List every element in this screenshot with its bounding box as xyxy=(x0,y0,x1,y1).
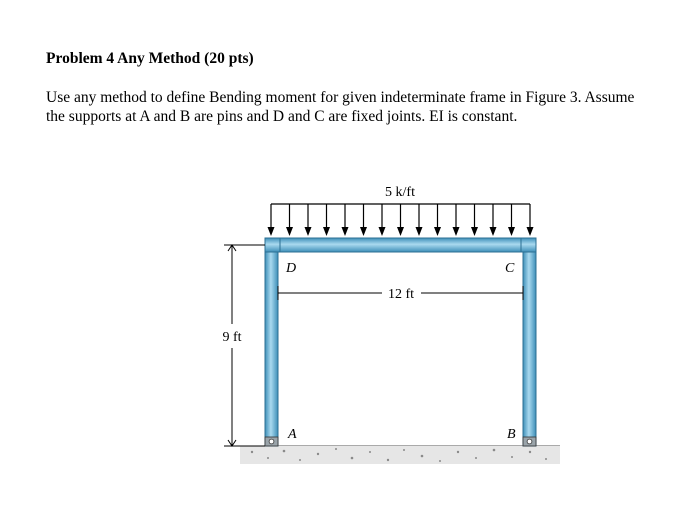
load-arrow-head xyxy=(471,227,478,236)
load-arrows xyxy=(268,204,534,236)
load-arrow-head xyxy=(360,227,367,236)
load-arrow-head xyxy=(453,227,460,236)
joint-d-label: D xyxy=(286,261,297,276)
ground xyxy=(230,446,560,464)
span-label: 12 ft xyxy=(387,287,415,302)
load-arrow-head xyxy=(342,227,349,236)
load-arrow-head xyxy=(490,227,497,236)
support-b xyxy=(523,437,536,446)
beam xyxy=(265,238,536,252)
load-arrow-head xyxy=(286,227,293,236)
support-a-label: A xyxy=(288,427,297,442)
joint-c-label: C xyxy=(505,261,515,276)
problem-title: Problem 4 Any Method (20 pts) xyxy=(46,50,254,67)
height-dimension xyxy=(224,245,265,446)
load-arrow-head xyxy=(508,227,515,236)
load-arrow-head xyxy=(397,227,404,236)
load-arrow-head xyxy=(379,227,386,236)
support-a xyxy=(265,437,278,446)
column-left xyxy=(265,238,278,446)
load-label: 5 k/ft xyxy=(385,185,415,200)
load-arrow-head xyxy=(527,227,534,236)
column-right xyxy=(523,238,536,446)
statement-line-2: the supports at A and B are pins and D and C are fixed joints. EI is constant. xyxy=(46,108,518,125)
statement-line-1: Use any method to define Bending moment for given indeterminate frame in Figure 3. Assume xyxy=(46,89,635,106)
height-label: 9 ft xyxy=(222,330,242,345)
load-arrow-head xyxy=(305,227,312,236)
support-b-label: B xyxy=(507,427,516,442)
load-arrow-head xyxy=(416,227,423,236)
load-arrow-head xyxy=(268,227,275,236)
load-arrow-head xyxy=(434,227,441,236)
load-arrow-head xyxy=(323,227,330,236)
